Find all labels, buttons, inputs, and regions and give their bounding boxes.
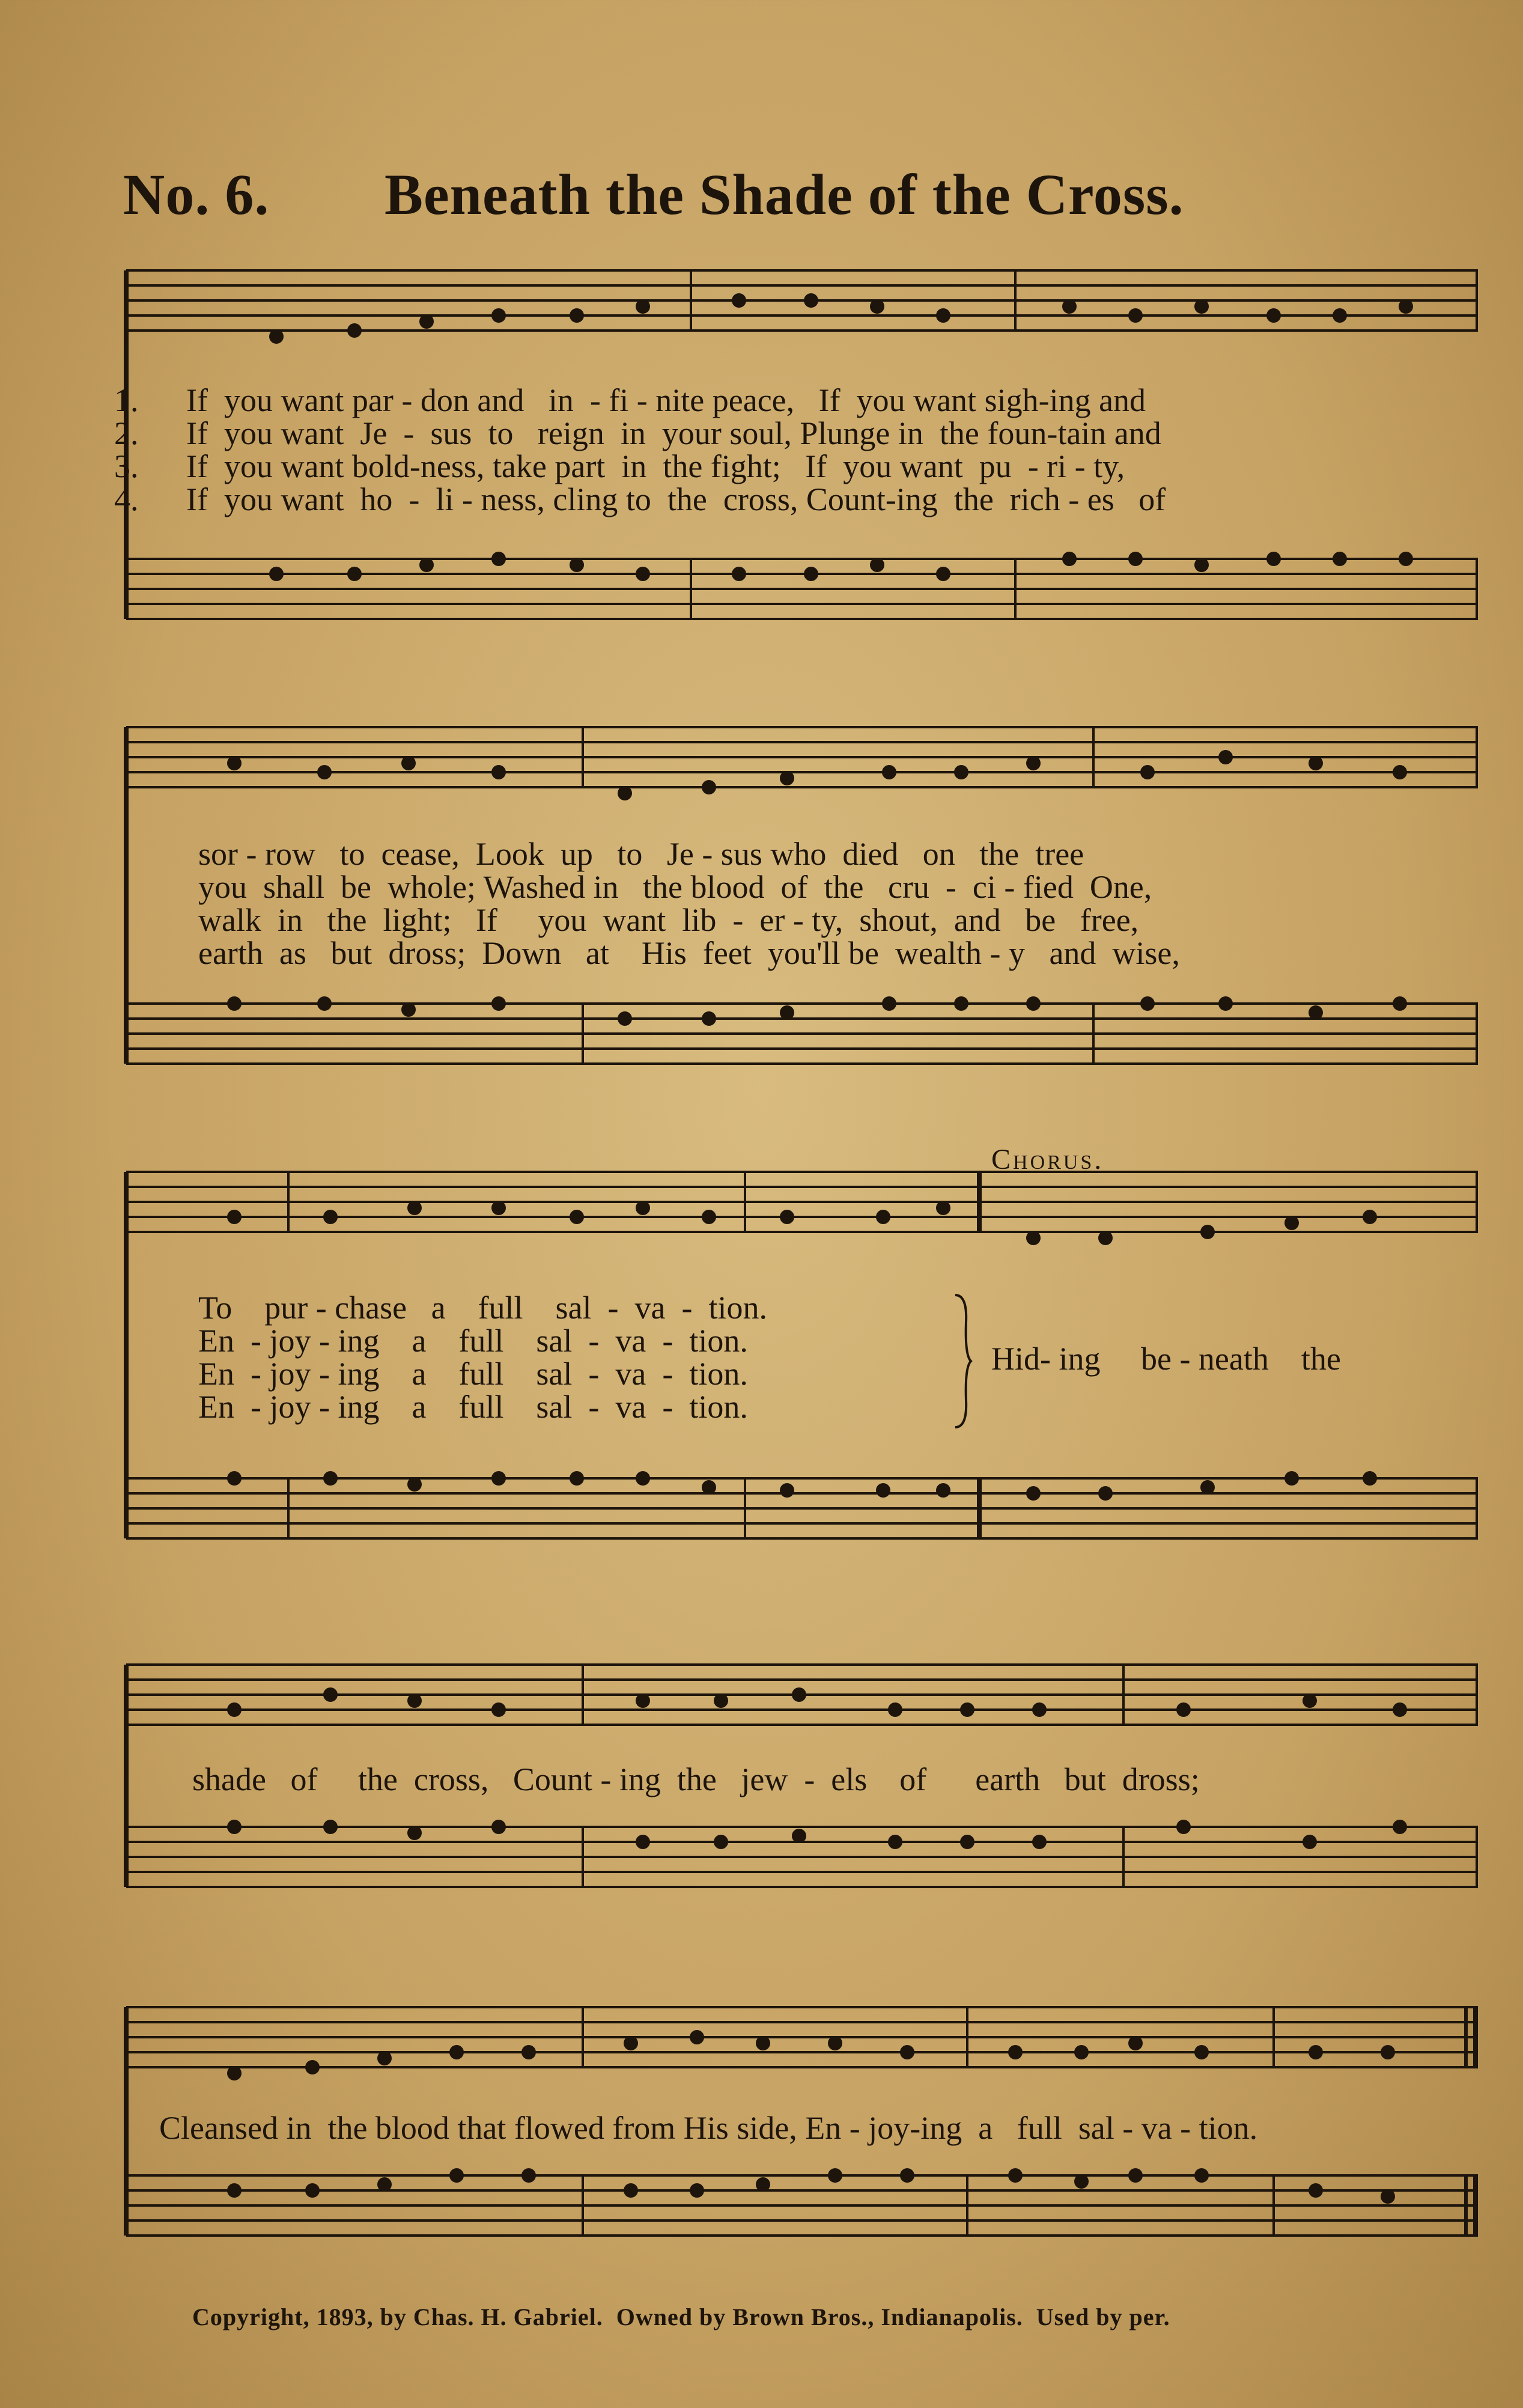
verse-3-line-3: En - joy - ing a full sal - va - tion. (198, 1356, 748, 1392)
verse-4-line-3: En - joy - ing a full sal - va - tion. (198, 1389, 748, 1425)
verse-3-line-2: walk in the light; If you want lib - er - ty, shout, and be free, (198, 902, 1139, 938)
verse-2-line-3: En - joy - ing a full sal - va - tion. (198, 1323, 748, 1359)
hymn-title: Beneath the Shade of the Cross. (385, 162, 1184, 227)
verse-number: 1. (114, 382, 139, 418)
verse-4-line-2: earth as but dross; Down at His feet you'll be wealth - y and wise, (198, 935, 1180, 971)
chorus-label: Chorus. (991, 1144, 1104, 1175)
verse-1-line-3: To pur - chase a full sal - va - tion. (198, 1290, 767, 1326)
lyric-text: If you want par - don and in - fi - nite peace, If you want sigh-ing and (186, 382, 1146, 418)
chorus-line-3: Cleansed in the blood that flowed from His side, En - joy-ing a full sal - va - tion. (159, 2110, 1258, 2146)
verse-2-line-2: you shall be whole; Washed in the blood of the cru - ci - fied One, (198, 869, 1152, 905)
music-system-4 (114, 1647, 1478, 1911)
verse-4-line-1 (114, 481, 1478, 518)
music-system-5 (114, 1989, 1478, 2254)
music-system-1 (114, 252, 1478, 637)
verse-1-line-2: sor - row to cease, Look up to Je - sus who died on the tree (198, 836, 1084, 872)
copyright-footer: Copyright, 1893, by Chas. H. Gabriel. Owned by Brown Bros., Indianapolis. Used by per. (192, 2303, 1170, 2330)
verse-number: 3. (114, 448, 139, 484)
verse-number: 2. (114, 415, 139, 451)
verse-number: 4. (114, 481, 139, 517)
chorus-line-2: shade of the cross, Count - ing the jew - els of earth but dross; (192, 1761, 1200, 1797)
verse-brace (949, 1292, 973, 1430)
music-system-2 (114, 709, 1478, 1082)
verse-2-line-1 (114, 415, 1478, 452)
chorus-line-1: Hid- ing be - neath the (991, 1341, 1341, 1377)
lyric-text: If you want ho - li - ness, cling to the cross, Count-ing the rich - es of (186, 481, 1166, 517)
lyric-text: If you want bold-ness, take part in the fight; If you want pu - ri - ty, (186, 448, 1125, 484)
hymn-number: No. 6. (123, 162, 270, 227)
verse-1-line-1 (114, 382, 1478, 419)
music-system-3 (114, 1144, 1478, 1562)
lyric-text: If you want Je - sus to reign in your soul, Plunge in the foun-tain and (186, 415, 1161, 451)
verse-3-line-1 (114, 448, 1478, 485)
